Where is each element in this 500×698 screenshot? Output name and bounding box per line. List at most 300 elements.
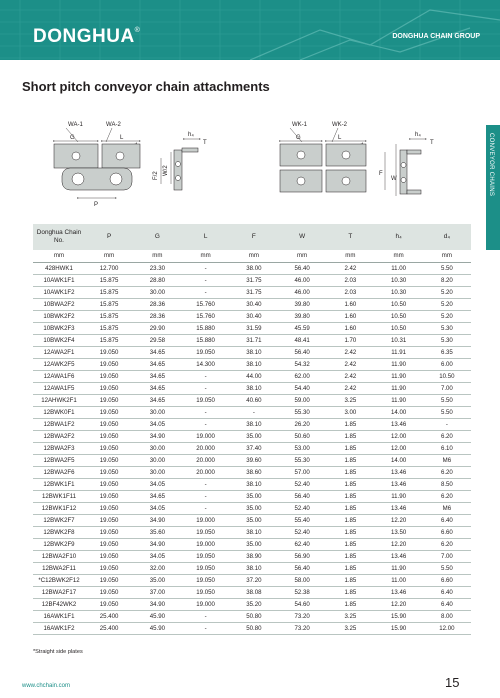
table-cell: 11.90 <box>375 394 423 406</box>
table-row <box>33 526 471 538</box>
table-cell: - <box>182 406 230 418</box>
table-cell: 40.60 <box>230 394 278 406</box>
table-cell: - <box>182 286 230 298</box>
page-number: 15 <box>445 675 460 690</box>
chain-no-cell: 10BWK2F3 <box>33 322 85 334</box>
table-cell: 35.00 <box>230 502 278 514</box>
label-wk1: WK-1 <box>292 122 307 128</box>
table-cell: 19.050 <box>182 346 230 358</box>
table-row <box>33 586 471 598</box>
column-header: L <box>182 224 230 250</box>
table-cell: 15.875 <box>85 334 133 346</box>
group-name: DONGHUA CHAIN GROUP <box>392 33 480 40</box>
table-cell: 10.30 <box>375 274 423 286</box>
table-cell: 15.875 <box>85 286 133 298</box>
table-cell: 13.46 <box>375 502 423 514</box>
table-cell: 3.00 <box>326 406 374 418</box>
table-cell: 14.300 <box>182 358 230 370</box>
table-cell: 5.30 <box>423 322 471 334</box>
table-cell: 6.60 <box>423 526 471 538</box>
column-header: d₄ <box>423 224 471 250</box>
table-cell: 19.050 <box>85 514 133 526</box>
table-cell: 57.00 <box>278 466 326 478</box>
table-cell: 6.40 <box>423 514 471 526</box>
table-cell: 34.65 <box>133 394 181 406</box>
table-cell: 1.85 <box>326 442 374 454</box>
table-cell: 15.875 <box>85 274 133 286</box>
table-cell: 34.65 <box>133 346 181 358</box>
dim-f-right: F <box>379 171 383 177</box>
table-row <box>33 262 471 274</box>
unit-cell: mm <box>33 250 85 262</box>
table-row <box>33 310 471 322</box>
chain-no-cell: 12BWA2F17 <box>33 586 85 598</box>
table-cell: 1.60 <box>326 298 374 310</box>
table-cell: 19.050 <box>85 358 133 370</box>
table-row <box>33 622 471 634</box>
table-cell: 35.00 <box>230 430 278 442</box>
table-cell: 38.10 <box>230 478 278 490</box>
table-cell: 38.10 <box>230 562 278 574</box>
table-cell: 50.60 <box>278 430 326 442</box>
table-cell: 38.60 <box>230 466 278 478</box>
table-cell: 53.00 <box>278 442 326 454</box>
table-cell: 3.25 <box>326 622 374 634</box>
table-cell: 35.20 <box>230 598 278 610</box>
table-cell: 1.85 <box>326 502 374 514</box>
table-cell: 1.85 <box>326 538 374 550</box>
table-cell: 52.40 <box>278 502 326 514</box>
table-cell: 29.90 <box>133 322 181 334</box>
table-cell: 34.05 <box>133 418 181 430</box>
table-cell: 56.40 <box>278 262 326 274</box>
chain-no-cell: 12BWK2F9 <box>33 538 85 550</box>
table-cell: 19.050 <box>85 574 133 586</box>
chain-no-cell: 12BWK1F12 <box>33 502 85 514</box>
table-cell: 6.00 <box>423 358 471 370</box>
table-cell: 8.50 <box>423 478 471 490</box>
table-cell: 11.00 <box>375 262 423 274</box>
chain-no-cell: 16AWK1F1 <box>33 610 85 622</box>
table-cell: 38.10 <box>230 526 278 538</box>
table-cell: 31.75 <box>230 286 278 298</box>
table-cell: 26.20 <box>278 418 326 430</box>
table-cell: 2.42 <box>326 370 374 382</box>
table-cell: 2.42 <box>326 346 374 358</box>
chain-no-cell: 12BWK0F1 <box>33 406 85 418</box>
table-cell: 15.875 <box>85 322 133 334</box>
unit-cell: mm <box>85 250 133 262</box>
table-cell: 14.00 <box>375 454 423 466</box>
table-cell: 32.00 <box>133 562 181 574</box>
chain-no-cell: 12BWA2F11 <box>33 562 85 574</box>
table-cell: 35.60 <box>133 526 181 538</box>
table-cell: 19.050 <box>182 550 230 562</box>
table-cell: 10.50 <box>423 370 471 382</box>
table-cell: 56.40 <box>278 562 326 574</box>
chain-no-cell: 12BWA2F2 <box>33 430 85 442</box>
table-cell: 13.46 <box>375 550 423 562</box>
table-cell: 7.00 <box>423 382 471 394</box>
table-cell: 34.65 <box>133 358 181 370</box>
table-cell: 19.050 <box>85 550 133 562</box>
table-cell: 46.00 <box>278 286 326 298</box>
table-cell: 37.20 <box>230 574 278 586</box>
table-cell: 34.90 <box>133 430 181 442</box>
dim-h4-left: h₄ <box>188 132 194 138</box>
table-cell: 8.20 <box>423 274 471 286</box>
table-cell: 11.00 <box>375 574 423 586</box>
table-cell: 35.00 <box>230 514 278 526</box>
table-cell: 38.08 <box>230 586 278 598</box>
table-cell: 55.30 <box>278 406 326 418</box>
table-cell: 8.00 <box>423 610 471 622</box>
table-cell: 1.85 <box>326 478 374 490</box>
table-cell: 19.050 <box>85 370 133 382</box>
table-cell: 1.85 <box>326 430 374 442</box>
table-cell: 1.85 <box>326 598 374 610</box>
table-row <box>33 574 471 586</box>
table-cell: 12.00 <box>423 622 471 634</box>
table-cell: 5.30 <box>423 334 471 346</box>
chain-no-cell: 12AWA1F6 <box>33 370 85 382</box>
table-cell: 34.65 <box>133 370 181 382</box>
table-cell: 30.40 <box>230 298 278 310</box>
chain-no-cell: 10AWK1F2 <box>33 286 85 298</box>
table-cell: 25.400 <box>85 622 133 634</box>
table-cell: - <box>182 622 230 634</box>
table-cell: 39.80 <box>278 298 326 310</box>
table-row <box>33 514 471 526</box>
dim-w2: W/2 <box>163 165 169 176</box>
table-cell: 48.41 <box>278 334 326 346</box>
table-cell: 12.20 <box>375 538 423 550</box>
table-cell: 12.700 <box>85 262 133 274</box>
table-cell: 20.000 <box>182 466 230 478</box>
chain-no-cell: 10AWK1F1 <box>33 274 85 286</box>
table-row <box>33 562 471 574</box>
table-cell: 6.20 <box>423 490 471 502</box>
table-cell: 50.80 <box>230 610 278 622</box>
footnote: *Straight side plates <box>33 649 83 655</box>
column-header: F <box>230 224 278 250</box>
table-cell: 13.46 <box>375 586 423 598</box>
table-cell: 19.050 <box>85 418 133 430</box>
unit-cell: mm <box>133 250 181 262</box>
table-cell: - <box>182 274 230 286</box>
table-cell: 30.40 <box>230 310 278 322</box>
table-cell: 19.050 <box>182 526 230 538</box>
unit-cell: mm <box>182 250 230 262</box>
table-cell: 1.70 <box>326 334 374 346</box>
table-cell: 38.10 <box>230 418 278 430</box>
table-cell: 19.050 <box>182 574 230 586</box>
table-cell: 31.75 <box>230 274 278 286</box>
table-cell: 15.875 <box>85 298 133 310</box>
table-row <box>33 538 471 550</box>
table-cell: 19.000 <box>182 538 230 550</box>
table-row <box>33 394 471 406</box>
table-cell: 15.760 <box>182 298 230 310</box>
table-cell: 1.85 <box>326 418 374 430</box>
table-cell: 1.85 <box>326 574 374 586</box>
table-row <box>33 298 471 310</box>
header-banner <box>0 0 500 60</box>
chain-no-cell: 16AWK1F2 <box>33 622 85 634</box>
table-cell: 30.00 <box>133 286 181 298</box>
chain-no-cell: 12BF42WK2 <box>33 598 85 610</box>
table-row <box>33 286 471 298</box>
label-wa1: WA-1 <box>68 122 83 128</box>
table-cell: - <box>182 610 230 622</box>
dim-t-right: T <box>430 140 434 146</box>
table-cell: 50.80 <box>230 622 278 634</box>
table-cell: 52.38 <box>278 586 326 598</box>
table-cell: 56.90 <box>278 550 326 562</box>
table-cell: 37.40 <box>230 442 278 454</box>
table-cell: 56.40 <box>278 490 326 502</box>
table-cell: 11.90 <box>375 490 423 502</box>
table-cell: 2.03 <box>326 286 374 298</box>
table-cell: 19.000 <box>182 514 230 526</box>
dim-h4-right: h₄ <box>415 132 421 138</box>
table-cell: 34.90 <box>133 538 181 550</box>
table-cell: 38.90 <box>230 550 278 562</box>
table-cell: 30.00 <box>133 442 181 454</box>
table-row <box>33 478 471 490</box>
table-cell: - <box>182 478 230 490</box>
table-cell: 2.03 <box>326 274 374 286</box>
table-cell: 1.85 <box>326 526 374 538</box>
table-cell: 19.050 <box>85 502 133 514</box>
table-cell: 5.20 <box>423 310 471 322</box>
section-tab <box>486 125 500 250</box>
table-cell: 10.50 <box>375 298 423 310</box>
table-cell: 44.00 <box>230 370 278 382</box>
table-row <box>33 466 471 478</box>
table-cell: 37.00 <box>133 586 181 598</box>
footer-url[interactable]: www.chchain.com <box>22 683 71 689</box>
table-cell: 34.05 <box>133 478 181 490</box>
table-cell: 39.80 <box>278 310 326 322</box>
table-cell: 54.40 <box>278 382 326 394</box>
table-cell: 35.00 <box>230 538 278 550</box>
attachment-table <box>33 224 471 635</box>
table-cell: - <box>230 406 278 418</box>
table-cell: 34.05 <box>133 502 181 514</box>
table-row <box>33 598 471 610</box>
chain-no-cell: 12BWK2F7 <box>33 514 85 526</box>
table-cell: - <box>182 502 230 514</box>
table-cell: 13.46 <box>375 418 423 430</box>
table-cell: 1.85 <box>326 562 374 574</box>
attachment-drawing <box>40 120 450 215</box>
table-cell: 34.65 <box>133 490 181 502</box>
table-cell: 56.40 <box>278 346 326 358</box>
table-cell: 19.050 <box>85 562 133 574</box>
table-cell: 23.30 <box>133 262 181 274</box>
table-cell: 15.90 <box>375 610 423 622</box>
table-row <box>33 490 471 502</box>
table-cell: 19.050 <box>182 562 230 574</box>
table-cell: 19.050 <box>85 478 133 490</box>
column-header: T <box>326 224 374 250</box>
section-tab-label: CONVEYOR CHAINS <box>488 133 494 197</box>
table-cell: 13.46 <box>375 466 423 478</box>
table-cell: 19.050 <box>85 586 133 598</box>
table-cell: 10.31 <box>375 334 423 346</box>
table-cell: 13.50 <box>375 526 423 538</box>
chain-no-cell: 12BWA1F2 <box>33 418 85 430</box>
chain-no-cell: 428HWK1 <box>33 262 85 274</box>
table-cell: 19.050 <box>85 406 133 418</box>
chain-no-cell: 12BWA2F6 <box>33 466 85 478</box>
table-cell: 2.42 <box>326 358 374 370</box>
table-cell: 12.20 <box>375 598 423 610</box>
table-cell: 19.050 <box>85 526 133 538</box>
table-row <box>33 550 471 562</box>
table-cell: 1.60 <box>326 322 374 334</box>
table-cell: 19.050 <box>182 394 230 406</box>
table-cell: 1.85 <box>326 514 374 526</box>
chain-no-cell: 12AHWK2F1 <box>33 394 85 406</box>
table-cell: 55.40 <box>278 514 326 526</box>
table-cell: 12.20 <box>375 514 423 526</box>
table-row <box>33 274 471 286</box>
table-row <box>33 382 471 394</box>
table-cell: 19.050 <box>85 394 133 406</box>
table-cell: 15.880 <box>182 322 230 334</box>
table-cell: - <box>182 418 230 430</box>
table-cell: 1.85 <box>326 466 374 478</box>
table-cell: - <box>182 370 230 382</box>
table-cell: 7.00 <box>423 550 471 562</box>
table-cell: 12.00 <box>375 430 423 442</box>
table-units-row <box>33 250 471 262</box>
wk-drawing <box>280 122 434 196</box>
table-cell: 6.20 <box>423 538 471 550</box>
table-cell: 6.35 <box>423 346 471 358</box>
dim-l-left: L <box>120 135 124 141</box>
page-title: Short pitch conveyor chain attachments <box>22 79 270 94</box>
table-row <box>33 442 471 454</box>
table-cell: 19.050 <box>85 346 133 358</box>
table-cell: 45.90 <box>133 622 181 634</box>
table-cell: 34.90 <box>133 598 181 610</box>
table-cell: 31.71 <box>230 334 278 346</box>
chain-no-cell: 12BWK1F1 <box>33 478 85 490</box>
table-cell: 6.20 <box>423 430 471 442</box>
table-cell: 11.90 <box>375 370 423 382</box>
table-cell: 11.90 <box>375 358 423 370</box>
unit-cell: mm <box>375 250 423 262</box>
unit-cell: mm <box>278 250 326 262</box>
table-cell: 30.00 <box>133 466 181 478</box>
table-cell: 2.42 <box>326 262 374 274</box>
table-cell: 35.00 <box>230 490 278 502</box>
unit-cell: mm <box>423 250 471 262</box>
table-cell: 5.50 <box>423 394 471 406</box>
table-cell: 54.32 <box>278 358 326 370</box>
chain-no-cell: 12BWA2F10 <box>33 550 85 562</box>
column-header: G <box>133 224 181 250</box>
table-cell: 5.20 <box>423 286 471 298</box>
table-cell: 55.30 <box>278 454 326 466</box>
dim-g-right: G <box>296 135 301 141</box>
table-cell: 25.400 <box>85 610 133 622</box>
table-cell: 28.36 <box>133 310 181 322</box>
table-cell: 35.00 <box>133 574 181 586</box>
table-cell: 1.60 <box>326 310 374 322</box>
table-cell: 11.90 <box>375 382 423 394</box>
table-row <box>33 346 471 358</box>
table-cell: M6 <box>423 502 471 514</box>
table-cell: 39.60 <box>230 454 278 466</box>
table-cell: 3.25 <box>326 610 374 622</box>
table-cell: 30.00 <box>133 454 181 466</box>
table-row <box>33 418 471 430</box>
dim-p: P <box>94 202 99 208</box>
table-cell: 10.50 <box>375 310 423 322</box>
table-cell: 62.00 <box>278 370 326 382</box>
table-cell: 38.10 <box>230 346 278 358</box>
table-cell: 6.40 <box>423 598 471 610</box>
unit-cell: mm <box>326 250 374 262</box>
table-cell: 46.00 <box>278 274 326 286</box>
table-cell: 59.00 <box>278 394 326 406</box>
table-row <box>33 322 471 334</box>
chain-no-cell: 12BWA2F3 <box>33 442 85 454</box>
dim-l-right: L <box>338 135 342 141</box>
table-cell: 30.00 <box>133 406 181 418</box>
table-cell: 15.880 <box>182 334 230 346</box>
table-cell: 5.50 <box>423 562 471 574</box>
column-header: P <box>85 224 133 250</box>
dim-w-right: W <box>391 176 397 182</box>
table-cell: 11.90 <box>375 562 423 574</box>
chain-no-cell: 10BWK2F4 <box>33 334 85 346</box>
chain-no-cell: 12BWK2F8 <box>33 526 85 538</box>
unit-cell: mm <box>230 250 278 262</box>
chain-no-cell: 12AWA1F5 <box>33 382 85 394</box>
table-cell: 10.30 <box>375 286 423 298</box>
table-cell: 10.50 <box>375 322 423 334</box>
table-cell: 5.50 <box>423 406 471 418</box>
table-cell: 38.00 <box>230 262 278 274</box>
table-cell: 19.050 <box>85 538 133 550</box>
table-cell: 52.40 <box>278 478 326 490</box>
table-cell: 19.000 <box>182 598 230 610</box>
table-cell: 73.20 <box>278 622 326 634</box>
table-row <box>33 430 471 442</box>
table-cell: 1.85 <box>326 586 374 598</box>
table-cell: 11.91 <box>375 346 423 358</box>
table-cell: - <box>182 262 230 274</box>
chain-no-cell: *C12BWK2F12 <box>33 574 85 586</box>
table-cell: 20.000 <box>182 454 230 466</box>
column-header: W <box>278 224 326 250</box>
table-cell: - <box>182 382 230 394</box>
label-wa2: WA-2 <box>106 122 121 128</box>
table-row <box>33 502 471 514</box>
chain-no-cell: 12BWA2F5 <box>33 454 85 466</box>
table-cell: 28.80 <box>133 274 181 286</box>
table-cell: 19.000 <box>182 430 230 442</box>
table-cell: 5.20 <box>423 298 471 310</box>
table-cell: 3.25 <box>326 394 374 406</box>
table-cell: 19.050 <box>85 598 133 610</box>
chain-no-cell: 10BWK2F2 <box>33 310 85 322</box>
